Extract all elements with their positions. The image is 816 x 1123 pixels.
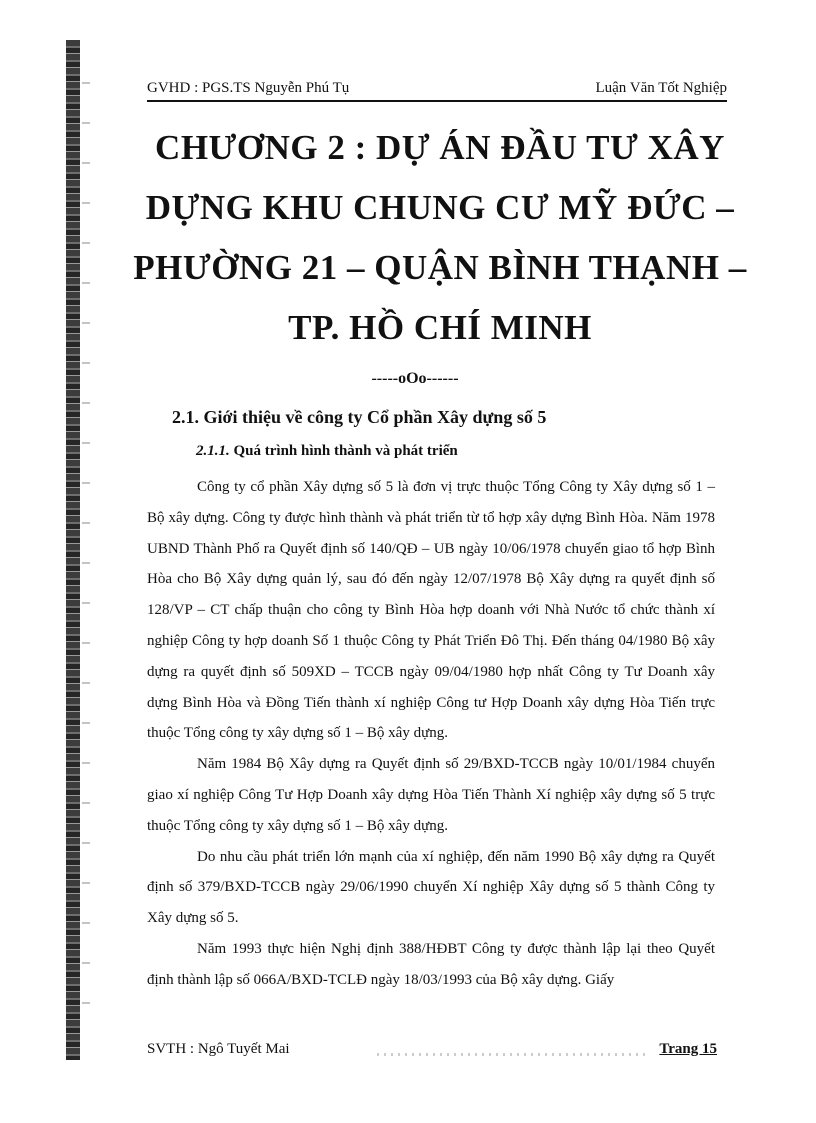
subsection-heading	[196, 443, 458, 460]
scan-edge-shadow	[66, 40, 80, 1060]
chapter-title-line: DỰNG KHU CHUNG CƯ MỸ ĐỨC –	[145, 188, 735, 227]
header-advisor: GVHD : PGS.TS Nguyễn Phú Tụ	[147, 80, 350, 96]
page-number: Trang 15	[659, 1041, 717, 1057]
paragraph: Năm 1993 thực hiện Nghị định 388/HĐBT Công ty được thành lập lại theo Quyết định thành lập số 066A/BXD-TCLĐ ngày 18/03/1993 của Bộ xây dựng. Giấy	[147, 940, 715, 988]
page-header	[147, 78, 727, 102]
paragraph: Do nhu cầu phát triển lớn mạnh của xí nghiệp, đến năm 1990 Bộ xây dựng ra Quyết định số 379/BXD-TCCB ngày 29/06/1990 chuyển Xí nghiệp Xây dựng số 5 thành Công ty Xây dựng số 5.	[147, 848, 715, 927]
subsection-title: Quá trình hình thành và phát triển	[233, 443, 458, 459]
body-text	[147, 472, 715, 996]
subsection-number: 2.1.1.	[196, 443, 230, 459]
chapter-title	[110, 118, 770, 358]
section-heading: 2.1. Giới thiệu về công ty Cổ phần Xây dựng số 5	[172, 407, 547, 427]
chapter-title-line: CHƯƠNG 2 : DỰ ÁN ĐẦU TƯ XÂY	[155, 128, 725, 167]
header-thesis-label: Luận Văn Tốt Nghiệp	[595, 80, 727, 96]
chapter-title-line: TP. HỒ CHÍ MINH	[288, 308, 592, 347]
ornament-divider: -----oOo------	[371, 370, 459, 387]
scan-noise	[82, 60, 90, 1040]
scan-noise	[377, 1053, 647, 1056]
footer-student: SVTH : Ngô Tuyết Mai	[147, 1041, 290, 1057]
chapter-title-line: PHƯỜNG 21 – QUẬN BÌNH THẠNH –	[133, 248, 747, 287]
paragraph: Công ty cổ phần Xây dựng số 5 là đơn vị trực thuộc Tổng Công ty Xây dựng số 1 – Bộ xây dựng. Công ty được hình thành và phát triển từ tổ hợp xây dựng Bình Hòa. Năm 1978 UBND Thành Phố ra Quyết định số 140/QĐ – UB ngày 10/06/1978 chuyển giao tổ hợp Bình Hòa cho Bộ Xây dựng quản lý, sau đó đến ngày 12/07/1978 Bộ Xây dựng ra quyết định số 128/VP – CT chấp thuận cho công ty Bình Hòa hợp doanh với Nhà Nước tổ chức thành xí nghiệp Công ty hợp doanh Số 1 thuộc Công ty Phát Triển Đô Thị. Đến tháng 04/1980 Bộ xây dựng ra quyết định số 509XD – TCCB ngày 09/04/1980 hợp nhất Công ty Tư Doanh xây dựng Bình Hòa và Đồng Tiến thành xí nghiệp Công tư Hợp Doanh xây dựng Hòa Tiến trực thuộc Tổng công ty xây dựng số 1 – Bộ xây dựng.	[147, 479, 715, 742]
paragraph: Năm 1984 Bộ Xây dựng ra Quyết định số 29/BXD-TCCB ngày 10/01/1984 chuyển giao xí nghiệp Công Tư Hợp Doanh xây dựng Hòa Tiến Thành Xí nghiệp xây dựng số 5 trực thuộc Tổng công ty xây dựng số 1 – Bộ xây dựng.	[147, 756, 715, 834]
page-footer	[147, 1041, 717, 1063]
